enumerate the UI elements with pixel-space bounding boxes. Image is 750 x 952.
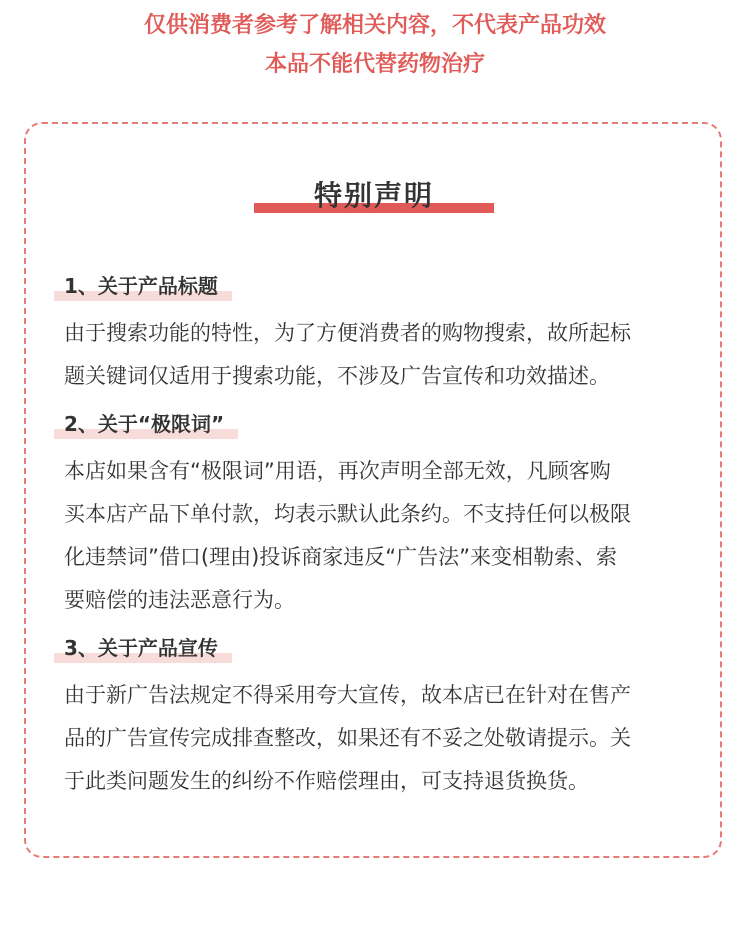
- statement-title: 特别声明: [313, 179, 434, 212]
- section-heading-extreme-words: 2、关于“极限词”: [54, 409, 238, 439]
- section-body-product-promotion: [64, 674, 704, 803]
- body-line: 化违禁词”借口(理由)投诉商家违反“广告法”来变相勒索、索: [64, 545, 618, 569]
- body-line: 买本店产品下单付款，均表示默认此条约。不支持任何以极限: [64, 502, 631, 526]
- cropped-top-text: [0, 0, 750, 10]
- section-body-product-title: [64, 312, 704, 398]
- body-line: 要赔偿的违法恶意行为。: [64, 588, 295, 612]
- section-heading-product-promotion: 3、关于产品宣传: [54, 633, 232, 663]
- body-line: 品的广告宣传完成排查整改，如果还有不妥之处敬请提示。关: [64, 726, 631, 750]
- body-line: 于此类问题发生的纠纷不作赔偿理由，可支持退货换货。: [64, 769, 589, 793]
- notice-line-1: 仅供消费者参考了解相关内容，不代表产品功效: [143, 13, 606, 38]
- body-line: 题关键词仅适用于搜索功能，不涉及广告宣传和功效描述。: [64, 364, 610, 388]
- body-line: 由于新广告法规定不得采用夸大宣传，故本店已在针对在售产: [64, 683, 631, 707]
- notice-line-2: 本品不能代替药物治疗: [264, 52, 485, 77]
- body-line: 由于搜索功能的特性，为了方便消费者的购物搜索，故所起标: [64, 321, 631, 345]
- section-heading-product-title: 1、关于产品标题: [54, 271, 232, 301]
- body-line: 本店如果含有“极限词”用语，再次声明全部无效，凡顾客购: [64, 459, 611, 483]
- section-body-extreme-words: [64, 450, 704, 622]
